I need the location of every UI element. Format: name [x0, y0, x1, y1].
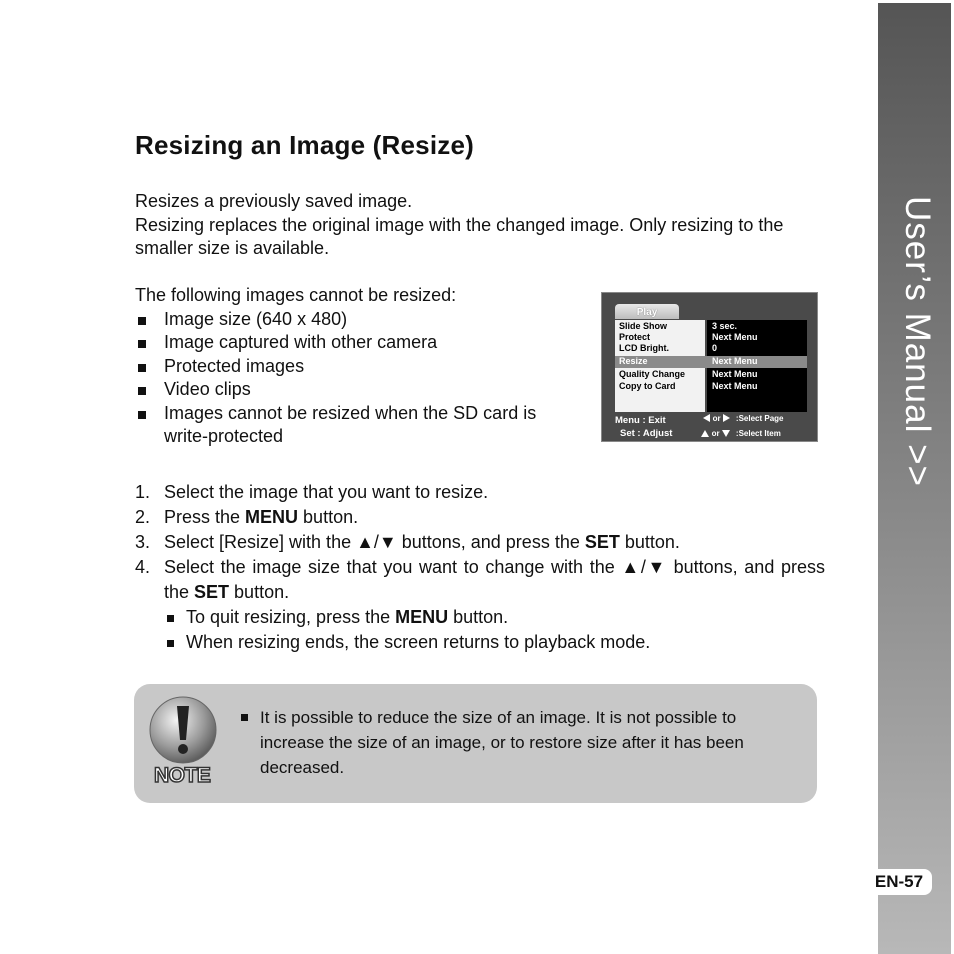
menu-highlight-resize [615, 356, 807, 368]
left-arrow-icon [703, 414, 710, 422]
step-item: 1. Select the image that you want to resize. [135, 482, 489, 502]
list-item: Protected images [135, 355, 555, 379]
menu-label: Quality Change [619, 369, 686, 379]
down-arrow-icon [722, 430, 730, 437]
menu-value: 0 [712, 343, 718, 353]
cannot-resize-heading: The following images cannot be resized: [135, 285, 457, 305]
intro-line-1: Resizes a previously saved image. [135, 191, 413, 211]
note-item: It is possible to reduce the size of an image. It is not possible to increase the size of an image, or to restore size after it has been decreased. [238, 705, 798, 780]
menu-label: Resize [619, 356, 648, 366]
menu-value: Next Menu [712, 332, 758, 342]
step-item: 2. Press the MENU button. [135, 507, 359, 527]
play-tab: Play [615, 304, 679, 319]
right-arrow-icon [723, 414, 730, 422]
substeps-list [135, 605, 825, 655]
footer-menu-exit: Menu : Exit [615, 415, 666, 426]
steps-section [135, 480, 825, 655]
footer-page-hint: or :Select Page [703, 413, 784, 424]
substep-item: When resizing ends, the screen returns to playback mode. [164, 630, 825, 655]
list-item: Image size (640 x 480) [135, 308, 555, 332]
camera-menu-screen [601, 292, 818, 442]
menu-value: Next Menu [712, 369, 758, 379]
up-arrow-icon [701, 430, 709, 437]
list-item: Images cannot be resized when the SD card is write-protected [135, 402, 555, 449]
menu-label: LCD Bright. [619, 343, 669, 353]
page-number: EN-57 [866, 869, 932, 895]
list-item: Video clips [135, 378, 555, 402]
note-label: NOTE [154, 764, 211, 787]
menu-label: Protect [619, 332, 651, 342]
intro-text [135, 190, 825, 261]
note-list [238, 705, 798, 780]
step-item: 4. Select the image size that you want to change with the ▲/▼ buttons, and press the SET button. [135, 557, 825, 602]
note-text [238, 705, 798, 780]
step-item: 3. Select [Resize] with the ▲/▼ buttons, and press the SET button. [135, 532, 680, 552]
sidebar-title: User’s Manual >> [898, 196, 937, 487]
substep-item: To quit resizing, press the MENU button. [164, 605, 825, 630]
page-title: Resizing an Image (Resize) [135, 130, 474, 160]
footer-item-hint: or :Select Item [701, 428, 781, 439]
menu-label: Copy to Card [619, 381, 676, 391]
menu-value: Next Menu [712, 381, 758, 391]
menu-value: 3 sec. [712, 321, 738, 331]
intro-line-2: Resizing replaces the original image with the changed image. Only resizing to the smaller size is available. [135, 214, 784, 258]
steps-list [135, 480, 825, 605]
footer-set-adjust: Set : Adjust [620, 428, 673, 439]
list-item: Image captured with other camera [135, 331, 555, 355]
menu-label: Slide Show [619, 321, 668, 331]
cannot-resize-section [135, 284, 555, 449]
cannot-resize-list [135, 308, 555, 449]
menu-value: Next Menu [712, 356, 758, 366]
